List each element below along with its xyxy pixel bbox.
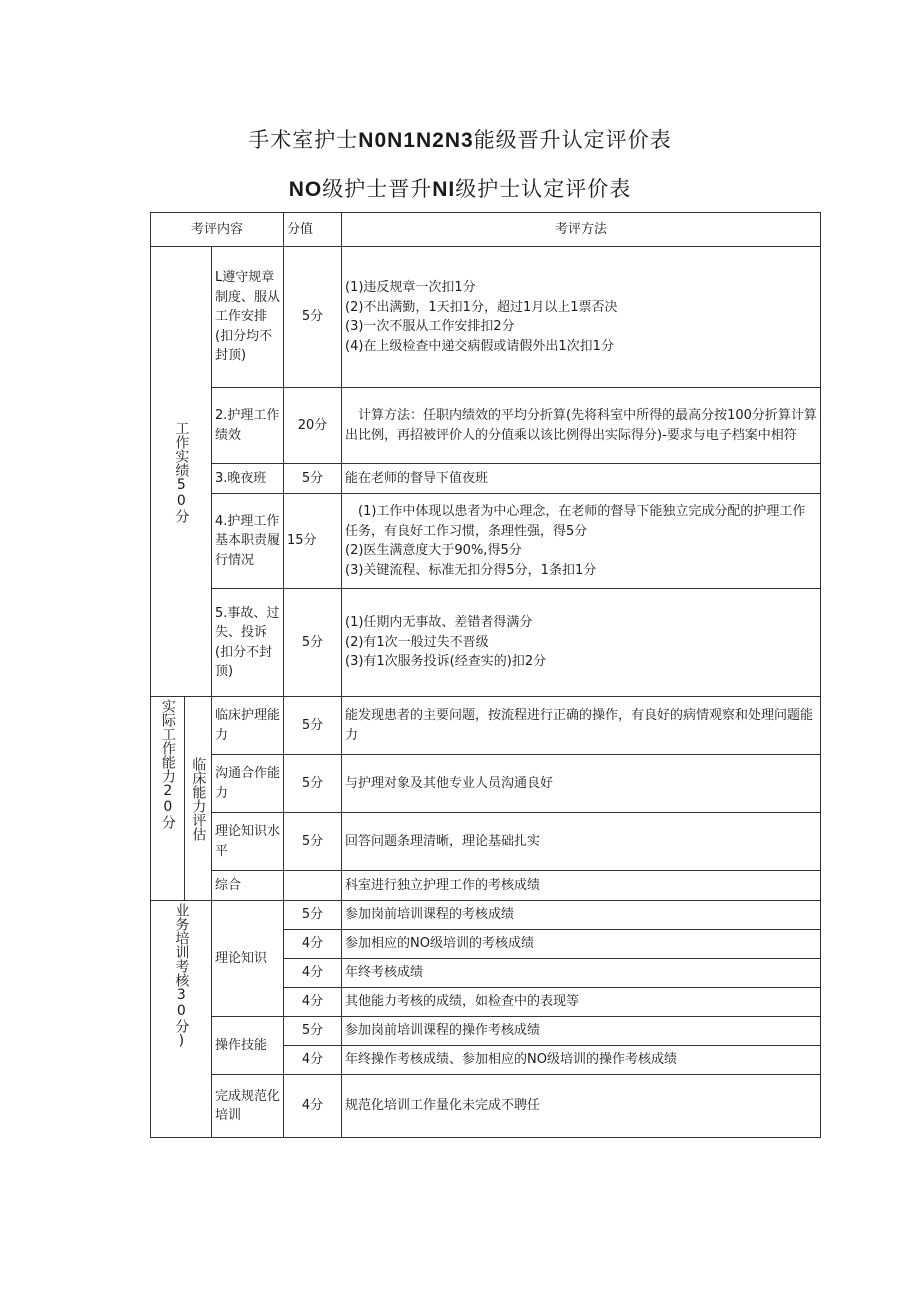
score-cell: 5分 [284, 1017, 342, 1046]
table-row [151, 1017, 821, 1046]
method-cell: 参加相应的NO级培训的考核成绩 [342, 930, 821, 959]
table-row [151, 589, 821, 697]
section-sublabel: 临床能力评估 [185, 697, 212, 901]
table-row [151, 388, 821, 464]
score-cell [284, 871, 342, 901]
table-row [151, 901, 821, 930]
section-label: 业务培训考核30分) [151, 901, 212, 1138]
score-cell: 4分 [284, 930, 342, 959]
evaluation-table [150, 212, 821, 1138]
method-cell: 参加岗前培训课程的操作考核成绩 [342, 1017, 821, 1046]
method-cell: 年终操作考核成绩、参加相应的NO级培训的操作考核成绩 [342, 1046, 821, 1075]
method-cell: (1)任期内无事故、差错者得满分 (2)有1次一般过失不晋级 (3)有1次服务投诉(经查实的)扣2分 [342, 589, 821, 697]
score-cell: 5分 [284, 901, 342, 930]
score-cell: 5分 [284, 697, 342, 755]
item-cell: 2.护理工作绩效 [212, 388, 284, 464]
section-label: 工作实绩50分 [151, 247, 212, 697]
score-cell: 4分 [284, 1046, 342, 1075]
score-cell: 4分 [284, 988, 342, 1017]
table-row [151, 464, 821, 494]
method-cell: 计算方法：任职内绩效的平均分折算(先将科室中所得的最高分按100分折算计算出比例，再招被评价人的分值乘以该比例得出实际得分)-要求与电子档案中相符 [342, 388, 821, 464]
method-cell: 参加岗前培训课程的考核成绩 [342, 901, 821, 930]
table-row [151, 813, 821, 871]
item-cell: 综合 [212, 871, 284, 901]
method-cell: 能在老师的督导下值夜班 [342, 464, 821, 494]
method-cell: 与护理对象及其他专业人员沟通良好 [342, 755, 821, 813]
section-label: 实际工作能力20分 [151, 697, 185, 901]
item-cell: 沟通合作能力 [212, 755, 284, 813]
item-cell: 操作技能 [212, 1017, 284, 1075]
item-cell: L遵守规章制度、服从工作安排(扣分均不封顶) [212, 247, 284, 388]
score-cell: 5分 [284, 755, 342, 813]
item-cell: 理论知识 [212, 901, 284, 1017]
table-row [151, 1075, 821, 1138]
table-row [151, 871, 821, 901]
item-cell: 3.晚夜班 [212, 464, 284, 494]
table-row [151, 697, 821, 755]
method-cell: 规范化培训工作量化未完成不聘任 [342, 1075, 821, 1138]
item-cell: 临床护理能力 [212, 697, 284, 755]
method-cell: (1)违反规章一次扣1分 (2)不出满勤，1天扣1分，超过1月以上1票否决 (3)一次不服从工作安排扣2分 (4)在上级检查中递交病假或请假外出1次扣1分 [342, 247, 821, 388]
item-cell: 理论知识水平 [212, 813, 284, 871]
method-cell: 其他能力考核的成绩，如检查中的表现等 [342, 988, 821, 1017]
header-score: 分值 [284, 213, 342, 247]
table-header-row [151, 213, 821, 247]
method-cell: 年终考核成绩 [342, 959, 821, 988]
document-title: 手术室护士N0N1N2N3能级晋升认定评价表 [248, 128, 672, 152]
header-content: 考评内容 [151, 213, 284, 247]
item-cell: 4.护理工作基本职责履行情况 [212, 494, 284, 589]
table-row [151, 247, 821, 388]
item-cell: 完成规范化培训 [212, 1075, 284, 1138]
score-cell: 5分 [284, 813, 342, 871]
header-method: 考评方法 [342, 213, 821, 247]
item-cell: 5.事故、过失、投诉(扣分不封顶) [212, 589, 284, 697]
score-cell: 5分 [284, 464, 342, 494]
method-cell: 科室进行独立护理工作的考核成绩 [342, 871, 821, 901]
method-cell: 回答问题条理清晰，理论基础扎实 [342, 813, 821, 871]
score-cell: 20分 [284, 388, 342, 464]
method-cell: (1)工作中体现以患者为中心理念，在老师的督导下能独立完成分配的护理工作任务，有良好工作习惯，条理性强，得5分 (2)医生满意度大于90%,得5分 (3)关键流程、标准无扣分得5分，1条扣1分 [342, 494, 821, 589]
table-row [151, 755, 821, 813]
score-cell: 15分 [284, 494, 342, 589]
score-cell: 5分 [284, 589, 342, 697]
score-cell: 4分 [284, 959, 342, 988]
document-subtitle: NO级护士晋升NI级护士认定评价表 [288, 177, 632, 201]
score-cell: 4分 [284, 1075, 342, 1138]
table-row [151, 494, 821, 589]
score-cell: 5分 [284, 247, 342, 388]
method-cell: 能发现患者的主要问题，按流程进行正确的操作，有良好的病情观察和处理问题能力 [342, 697, 821, 755]
